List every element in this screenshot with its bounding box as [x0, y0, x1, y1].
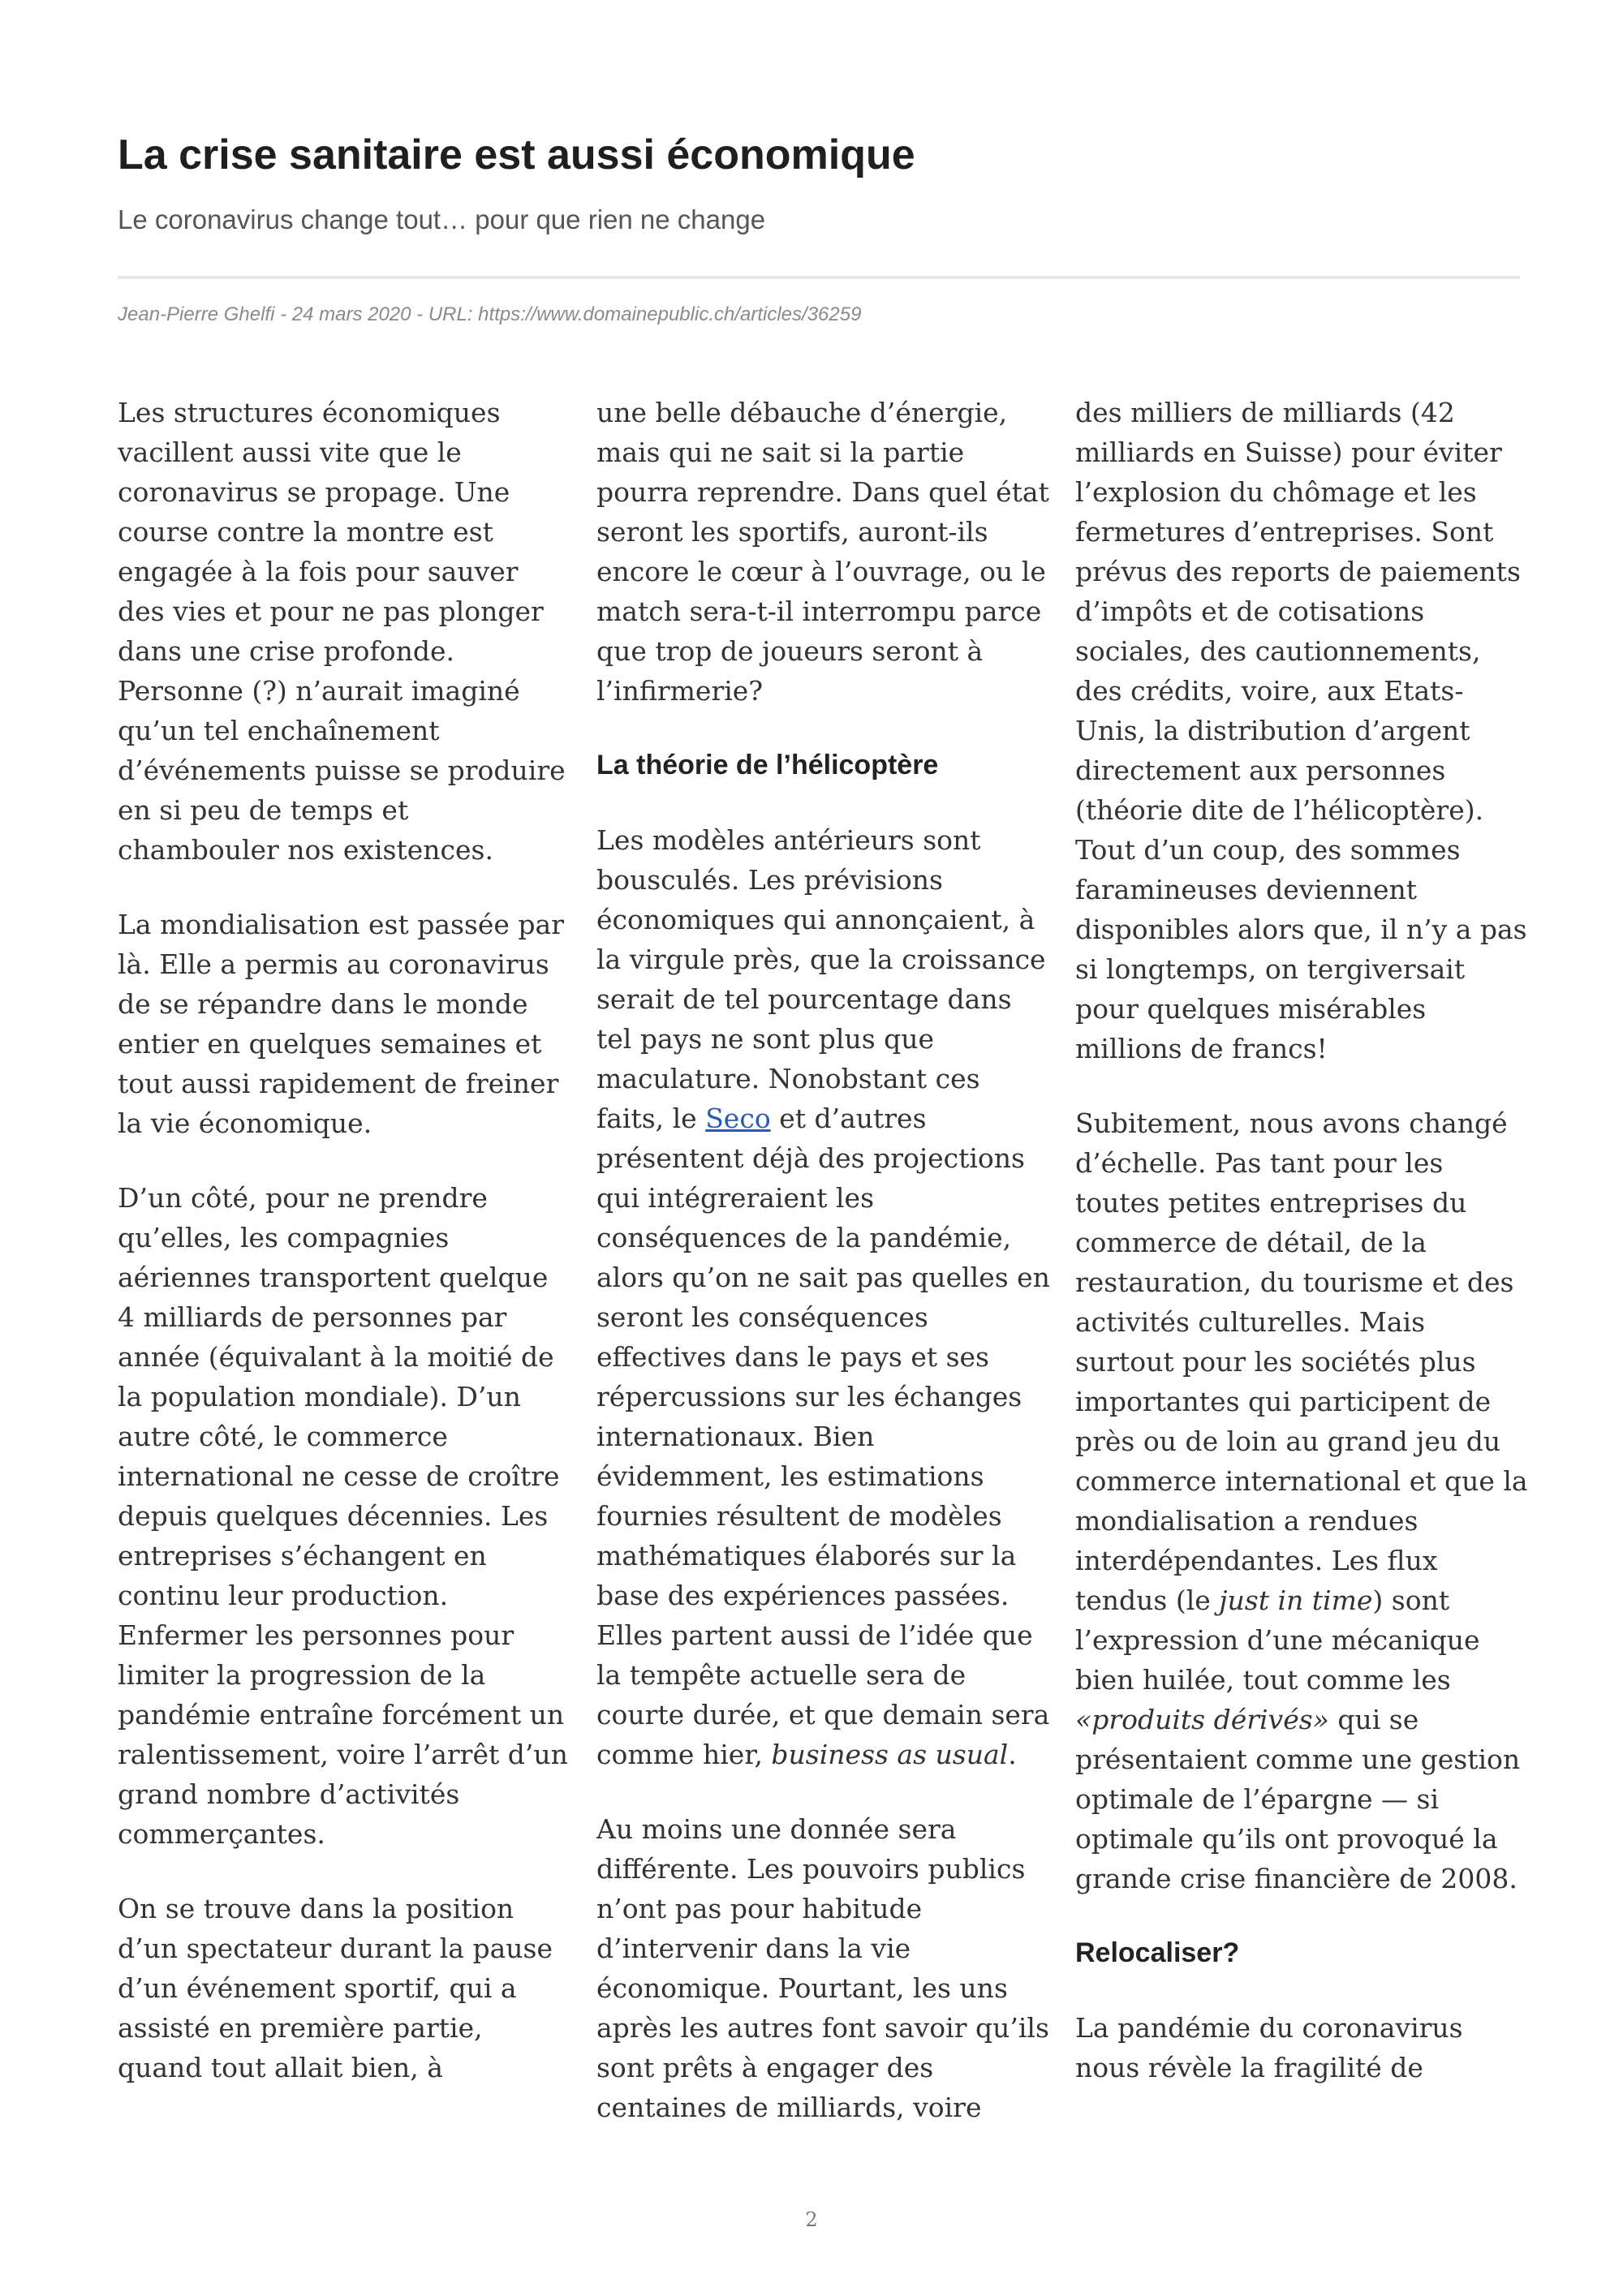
- text-run: Les modèles antérieurs sont bousculés. Les prévisions économiques qui annonçaient, à la virgule près, que la croissance serait de tel pourcentage dans tel pays ne sont plus que maculature. Nonobstant ces faits, le: [596, 824, 1046, 1134]
- paragraph: Au moins une donnée sera différente. Les pouvoirs publics n’ont pas pour habitude d’intervenir dans la vie économique. Pourtant, les uns après les autres font savoir qu’ils sont prêts à engager des centaines de milliards, voire: [596, 1813, 1049, 2123]
- paragraph: D’un côté, pour ne prendre qu’elles, les compagnies aériennes transportent quelque 4 milliards de personnes par année (équivalant à la moitié de la population mondiale). D’un autre côté, le commerce international ne cesse de croître depuis quelques décennies. Les entreprises s’échangent en continu leur production. Enfermer les personnes pour limiter la progression de la pandémie entraîne forcément un ralentissement, voire l’arrêt d’un grand nombre d’activités commerçantes.: [118, 1182, 568, 1850]
- emphasis-text: business as usual: [771, 1739, 1009, 1770]
- page-number: 2: [805, 2208, 818, 2231]
- paragraph: [1075, 1103, 1530, 1898]
- paragraph: La pandémie du coronavirus nous révèle la fragilité de: [1075, 2012, 1463, 2083]
- column-3: [1075, 393, 1530, 2122]
- emphasis-text: «produits dérivés»: [1075, 1704, 1329, 1735]
- paragraph: [596, 820, 1051, 1774]
- header-divider: [118, 276, 1520, 279]
- article-meta: Jean-Pierre Ghelfi - 24 mars 2020 - URL: https://www.domainepublic.ch/articles/36259: [118, 303, 862, 325]
- emphasis-text: just in time: [1219, 1584, 1373, 1616]
- paragraph: On se trouve dans la position d’un spectateur durant la pause d’un événement sportif, qui a assisté en première partie, quand tout allait bien, à: [118, 1893, 553, 2083]
- paragraph: La mondialisation est passée par là. Elle a permis au coronavirus de se répandre dans le monde entier en quelques semaines et tout aussi rapidement de freiner la vie économique.: [118, 909, 564, 1139]
- seco-link[interactable]: Seco: [705, 1103, 771, 1134]
- text-run: .: [1008, 1739, 1017, 1770]
- text-run: Subitement, nous avons changé d’échelle. Pas tant pour les toutes petites entreprises du commerce de détail, de la restauration, du tourisme et des activités culturelles. Mais surtout pour les sociétés plus importantes qui participent de près ou de loin au grand jeu du commerce international et que la mondialisation a rendues interdépendantes. Les flux tendus (le: [1075, 1107, 1528, 1616]
- article-subtitle: Le coronavirus change tout… pour que rien ne change: [118, 204, 766, 234]
- paragraph: Les structures économiques vacillent aussi vite que le coronavirus se propage. Une course contre la montre est engagée à la fois pour sauver des vies et pour ne pas plonger dans une crise profonde. Personne (?) n’aurait imaginé qu’un tel enchaînement d’événements puisse se produire en si peu de temps et chambouler nos existences.: [118, 397, 566, 866]
- article-title: La crise sanitaire est aussi économique: [118, 131, 915, 178]
- section-heading: La théorie de l’hélicoptère: [596, 750, 939, 780]
- section-heading: Relocaliser?: [1075, 1937, 1240, 1968]
- paragraph: une belle débauche d’énergie, mais qui ne sait si la partie pourra reprendre. Dans quel état seront les sportifs, auront-ils encore le cœur à l’ouvrage, ou le match sera-t-il interrompu parce que trop de joueurs seront à l’infirmerie?: [596, 397, 1049, 707]
- paragraph: des milliers de milliards (42 milliards en Suisse) pour éviter l’explosion du chômage et les fermetures d’entreprises. Sont prévus des reports de paiements d’impôts et de cotisations sociales, des cautionnements, des crédits, voire, aux Etats-Unis, la distribution d’argent directement aux personnes (théorie dite de l’hélicoptère). Tout d’un coup, des sommes faramineuses deviennent disponibles alors que, il n’y a pas si longtemps, on tergiversait pour quelques misérables millions de francs!: [1075, 397, 1527, 1064]
- text-run: et d’autres présentent déjà des projections qui intégreraient les conséquences de la pandémie, alors qu’on ne sait pas quelles en seront les conséquences effectives dans le pays et ses répercussions sur les échanges internationaux. Bien évidemment, les estimations fournies résultent de modèles mathématiques élaborés sur la base des expériences passées. Elles partent aussi de l’idée que la tempête actuelle sera de courte durée, et que demain sera comme hier,: [596, 1103, 1050, 1770]
- text-run: ) sont l’expression d’une mécanique bien huilée, tout comme les: [1075, 1584, 1480, 1696]
- text-run: qui se présentaient comme une gestion optimale de l’épargne — si optimale qu’ils ont provoqué la grande crise financière de 2008.: [1075, 1704, 1521, 1894]
- column-2: [596, 393, 1051, 2162]
- column-1: [118, 393, 572, 2122]
